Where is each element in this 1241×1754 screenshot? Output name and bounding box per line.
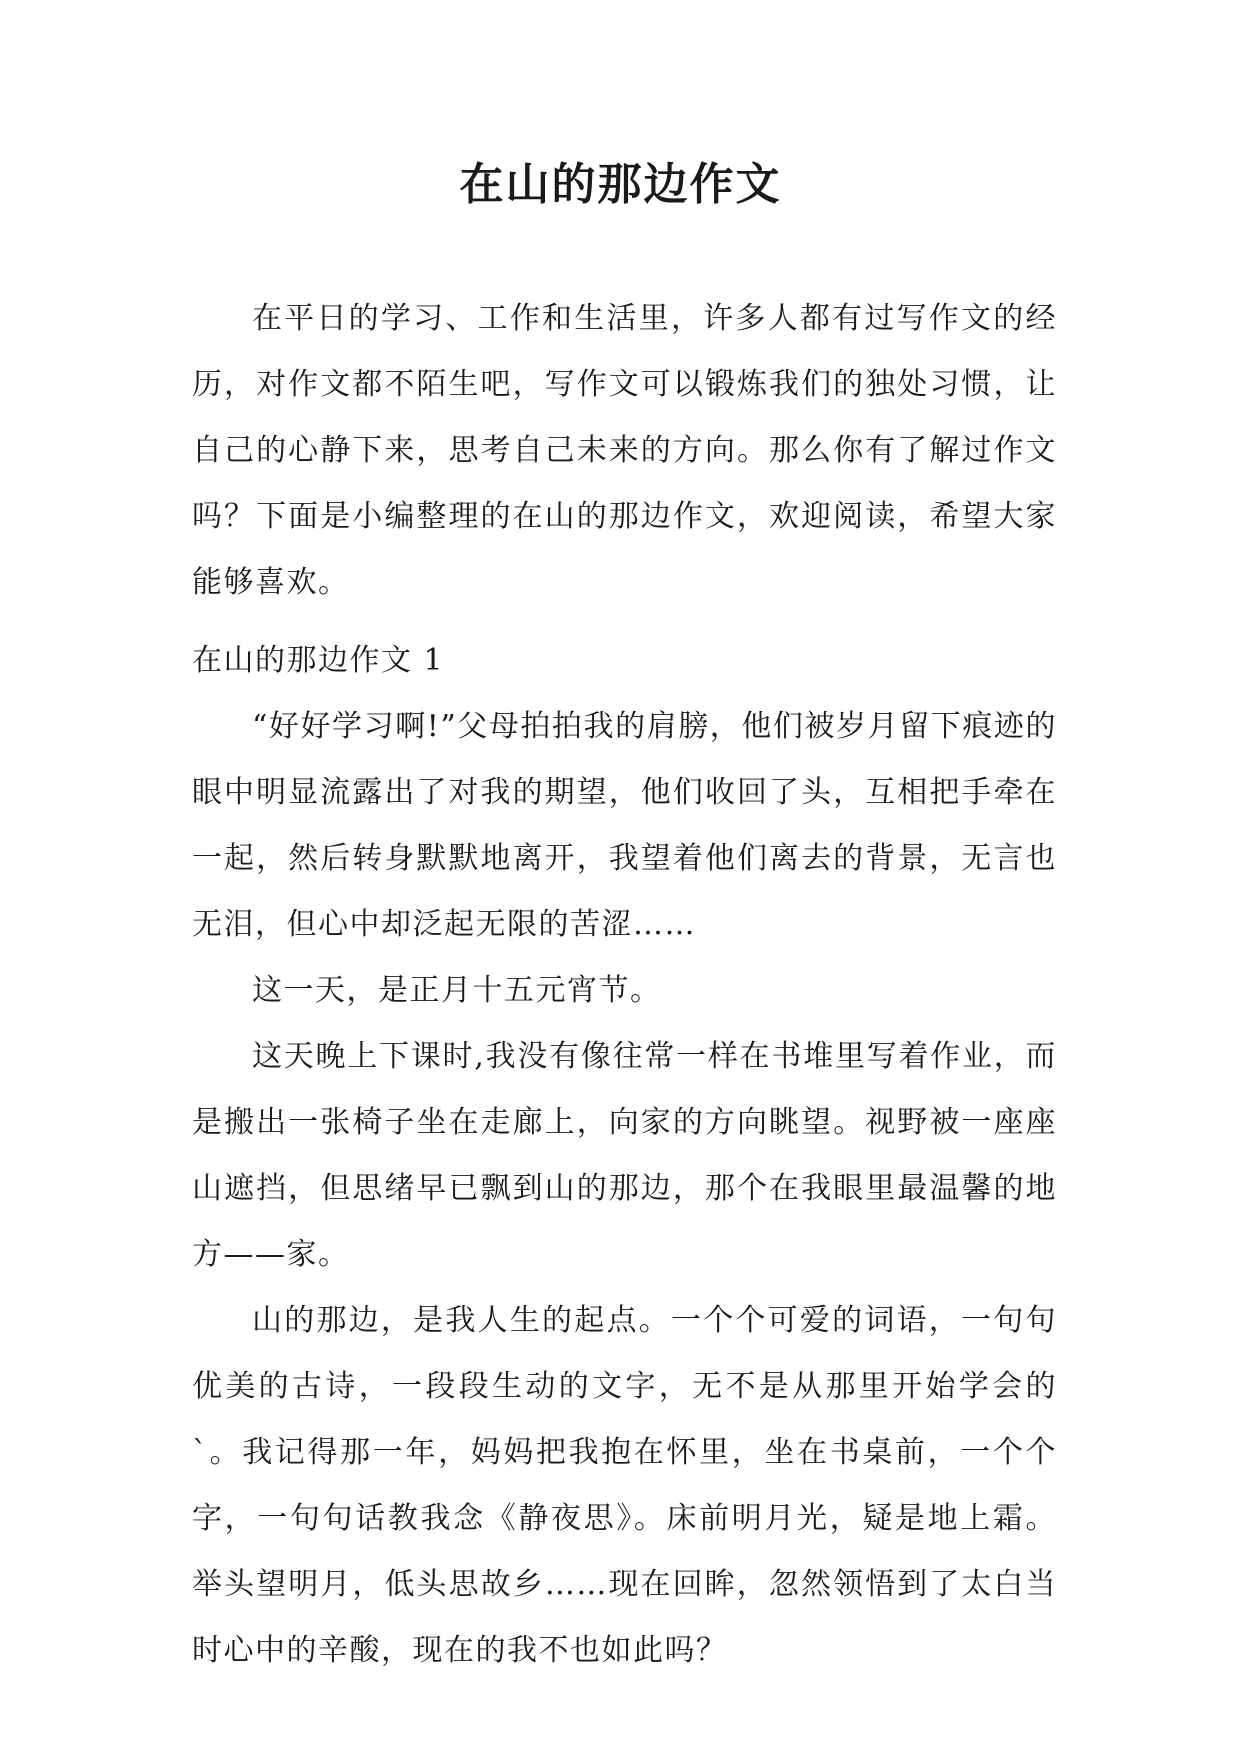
article-body	[192, 694, 1057, 1684]
section-heading: 在山的那边作文 1	[192, 643, 445, 678]
document-title: 在山的那边作文	[459, 159, 782, 210]
intro-paragraph: 在平日的学习、工作和生活里，许多人都有过写作文的经历，对作文都不陌生吧，写作文可以锻炼我们的独处习惯，让自己的心静下来，思考自己未来的方向。那么你有了解过作文吗？下面是小编整理的在山的那边作文，欢迎阅读，希望大家能够喜欢。	[192, 301, 1057, 600]
body-paragraph: 这天晚上下课时,我没有像往常一样在书堆里写着作业，而是搬出一张椅子坐在走廊上，向家的方向眺望。视野被一座座山遮挡，但思绪早已飘到山的那边，那个在我眼里最温馨的地方——家。	[192, 1039, 1057, 1272]
body-paragraph: 这一天，是正月十五元宵节。	[252, 973, 662, 1008]
body-paragraph: “好好学习啊!”父母拍拍我的肩膀，他们被岁月留下痕迹的眼中明显流露出了对我的期望，他们收回了头，互相把手牵在一起，然后转身默默地离开，我望着他们离去的背景，无言也无泪，但心中却泛起无限的苦涩……	[192, 709, 1057, 942]
intro-block	[192, 286, 1057, 616]
body-paragraph: 山的那边，是我人生的起点。一个个可爱的词语，一句句优美的古诗，一段段生动的文字，无不是从那里开始学会的`。我记得那一年，妈妈把我抱在怀里，坐在书桌前，一个个字，一句句话教我念《静夜思》。床前明月光，疑是地上霜。举头望明月，低头思故乡……现在回眸，忽然领悟到了太白当时心中的辛酸，现在的我不也如此吗？	[192, 1303, 1057, 1668]
